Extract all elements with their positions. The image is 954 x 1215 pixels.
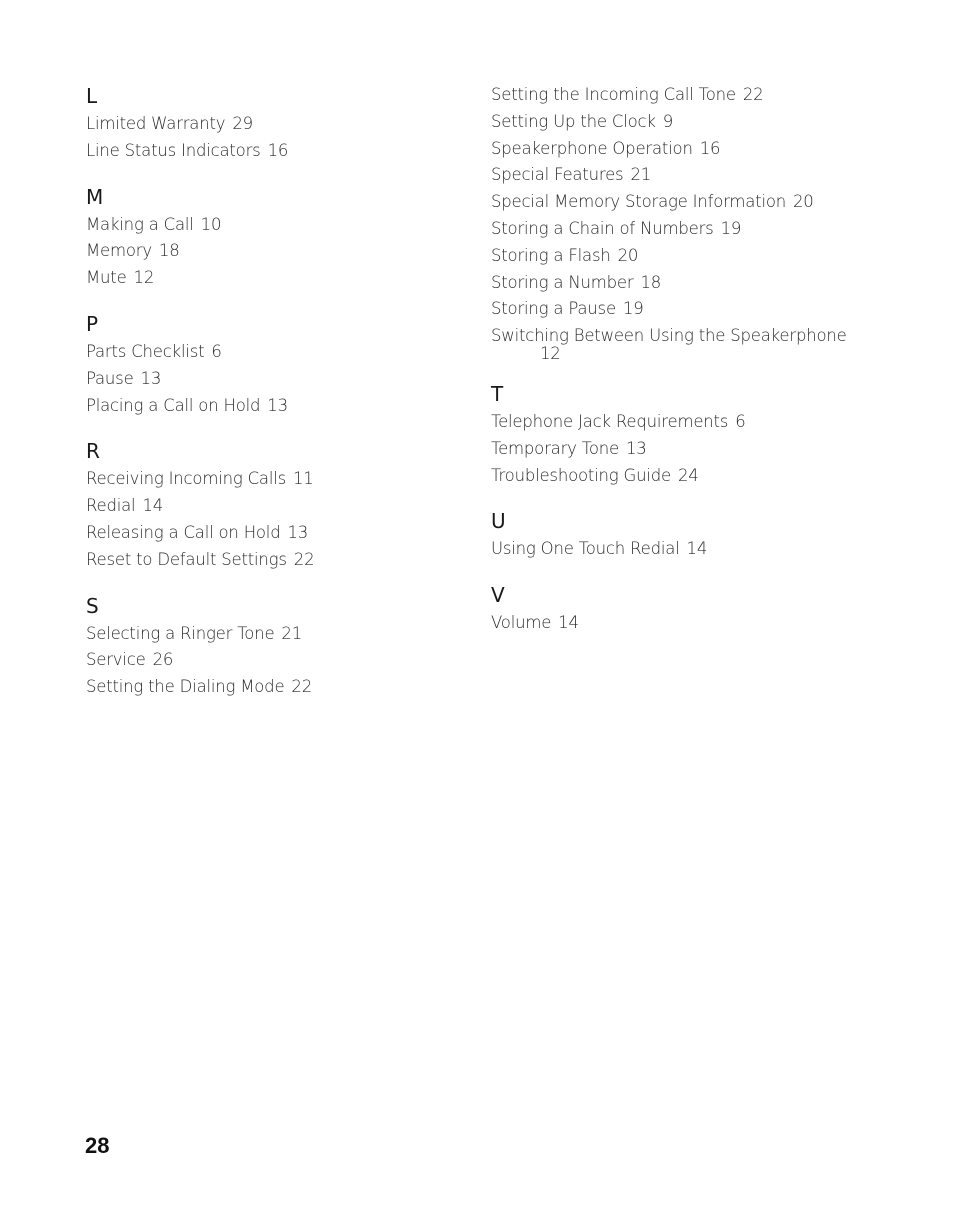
index-entry-term: Pause: [86, 368, 134, 388]
index-entry: [491, 136, 891, 163]
index-column-right: [491, 82, 891, 655]
index-entry-page: 21: [281, 623, 303, 643]
section-letter-heading: T: [491, 381, 504, 406]
index-section: [86, 592, 466, 701]
index-entry-term: Line Status Indicators: [86, 140, 261, 160]
index-entry-term: Storing a Chain of Numbers: [491, 218, 714, 238]
index-entry-list: [86, 111, 466, 165]
section-letter-heading: S: [86, 593, 99, 618]
index-entry-list: [491, 610, 891, 637]
index-entry-term: Selecting a Ringer Tone: [86, 623, 275, 643]
index-column-left: [86, 82, 466, 719]
index-entry-page: 13: [267, 395, 288, 415]
index-entry-term: Special Features: [491, 165, 624, 185]
index-section: [86, 437, 466, 573]
section-letter-heading: P: [86, 311, 99, 336]
index-entry-page: 6: [211, 341, 222, 361]
index-entry-page: 24: [678, 465, 699, 485]
index-entry: [86, 547, 466, 574]
index-entry-term: Redial: [86, 496, 136, 516]
index-entry-page: 13: [287, 522, 309, 542]
page-number: 28: [85, 1133, 110, 1158]
index-entry-term: Setting the Dialing Mode: [86, 677, 285, 697]
index-entry-list: [86, 339, 466, 419]
index-entry: [491, 216, 891, 243]
index-entry: [491, 536, 891, 563]
index-entry-term: Placing a Call on Hold: [86, 395, 261, 415]
index-section: [491, 82, 891, 362]
index-entry: [491, 270, 891, 297]
index-entry-term: Storing a Number: [491, 272, 634, 292]
index-entry: [86, 493, 466, 520]
index-entry-term: Service: [86, 650, 146, 670]
index-entry: [491, 409, 891, 436]
index-entry-page: 16: [267, 140, 289, 160]
index-entry-term: Making a Call: [86, 214, 194, 234]
index-entry-page: 21: [630, 165, 652, 185]
index-entry: [86, 265, 466, 292]
index-entry-term: Setting Up the Clock: [491, 111, 656, 131]
index-entry-page: 20: [793, 192, 814, 212]
index-entry: [491, 610, 891, 637]
index-entry-term: Using One Touch Redial: [491, 539, 680, 559]
index-entry-page: 18: [640, 272, 662, 292]
index-entry-page: 14: [686, 539, 708, 559]
index-section: [491, 581, 891, 637]
index-section: [86, 183, 466, 292]
index-entry: [86, 212, 466, 239]
index-entry-term: Reset to Default Settings: [86, 549, 287, 569]
section-letter-heading: U: [491, 509, 506, 534]
index-section: [491, 507, 891, 563]
section-letter-heading: L: [86, 84, 98, 108]
index-entry: [86, 466, 466, 493]
index-entry-page: 11: [292, 469, 314, 489]
index-entry-page: 9: [662, 111, 674, 131]
index-entry-term: Parts Checklist: [86, 341, 205, 361]
index-entry: [86, 393, 466, 420]
index-entry: [86, 520, 466, 547]
index-entry-term: Special Memory Storage Information: [491, 192, 786, 212]
index-entry: [491, 323, 891, 362]
index-entry-list: [86, 621, 466, 701]
index-entry: [491, 82, 891, 109]
index-entry-page: 18: [158, 241, 180, 261]
section-letter-heading: R: [86, 439, 100, 464]
index-entry-page: 22: [293, 549, 315, 569]
index-entry-term: Troubleshooting Guide: [491, 465, 671, 485]
index-entry-page: 10: [200, 214, 222, 234]
index-entry-list: [491, 82, 891, 362]
index-entry-page: 14: [142, 496, 164, 516]
index-entry-page: 26: [152, 650, 174, 670]
index-entry-page: 12: [540, 343, 561, 363]
index-entry-page: 6: [735, 411, 746, 431]
index-entry: [491, 162, 891, 189]
index-entry-term: Mute: [86, 268, 127, 288]
index-entry: [86, 138, 466, 165]
index-entry: [491, 109, 891, 136]
index-entry-page: 14: [558, 613, 579, 633]
index-entry: [86, 674, 466, 701]
section-letter-heading: M: [86, 184, 104, 209]
index-section: [86, 310, 466, 419]
index-entry: [86, 366, 466, 393]
index-entry: [491, 189, 891, 216]
index-entry-term: Volume: [491, 613, 552, 633]
index-entry-page: 22: [291, 677, 313, 697]
index-entry-page: 13: [625, 438, 647, 458]
index-entry-term: Limited Warranty: [86, 114, 226, 133]
index-entry-term: Releasing a Call on Hold: [86, 522, 281, 542]
index-entry-term: Telephone Jack Requirements: [491, 411, 729, 431]
index-entry-page: 19: [622, 299, 644, 319]
section-letter-heading: V: [491, 583, 505, 608]
index-entry: [491, 296, 891, 323]
index-entry: [86, 647, 466, 674]
index-entry-page: 22: [742, 85, 764, 104]
index-entry: [491, 463, 891, 490]
index-entry-page: 20: [617, 245, 639, 265]
index-entry-term: Speakerphone Operation: [491, 138, 693, 158]
index-section: [86, 82, 466, 165]
index-entry-page: 29: [232, 114, 253, 133]
index-entry-term: Receiving Incoming Calls: [86, 469, 286, 489]
index-entry: [86, 621, 466, 648]
index-entry-page: 13: [140, 368, 162, 388]
index-entry: [86, 339, 466, 366]
index-entry: [491, 436, 891, 463]
index-entry-page: 12: [133, 268, 155, 288]
index-entry-list: [86, 212, 466, 292]
index-section: [491, 380, 891, 489]
index-entry-list: [86, 466, 466, 573]
index-entry: [491, 243, 891, 270]
index-entry-term: Temporary Tone: [491, 438, 619, 458]
index-entry-list: [491, 409, 891, 489]
index-entry-term: Switching Between Using the Speakerphone: [491, 326, 847, 346]
index-entry-page: 19: [720, 218, 742, 238]
index-entry-term: Storing a Pause: [491, 299, 616, 319]
index-entry-term: Storing a Flash: [491, 245, 611, 265]
index-entry-page: 16: [699, 138, 721, 158]
index-entry-term: Memory: [86, 241, 152, 261]
index-entry-list: [491, 536, 891, 563]
index-entry: [86, 111, 466, 138]
index-entry-term: Setting the Incoming Call Tone: [491, 85, 736, 104]
index-entry: [86, 238, 466, 265]
